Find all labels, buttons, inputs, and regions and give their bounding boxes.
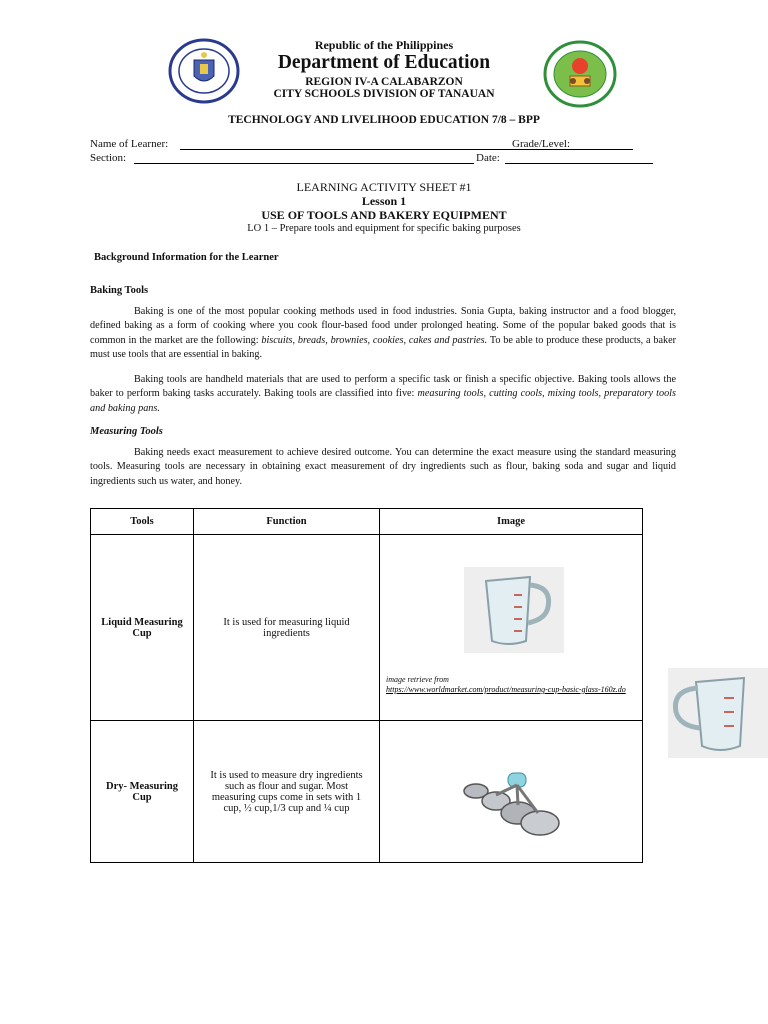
date-blank[interactable] (505, 163, 653, 164)
tool-function: It is used to measure dry ingredients such as flour and sugar. Most measuring cups come in sets with 1 cup, ½ cup,1/3 cup and ¼ cup (194, 721, 380, 863)
baking-tools-heading: Baking Tools (90, 285, 149, 296)
topic-title: USE OF TOOLS AND BAKERY EQUIPMENT (261, 208, 507, 222)
measuring-tools-heading: Measuring Tools (90, 426, 163, 437)
header-tools: Tools (91, 509, 194, 535)
tool-name: Liquid Measuring Cup (91, 535, 194, 721)
image-credit-link[interactable]: https://www.worldmarket.com/product/measuring-cup-basic-glass-160z.do (386, 685, 626, 694)
paragraph-tools (90, 373, 676, 416)
measuring-cup-icon (668, 668, 768, 758)
division-line: CITY SCHOOLS DIVISION OF TANAUAN (273, 88, 495, 100)
tools-table (90, 508, 643, 863)
background-heading: Background Information for the Learner (94, 252, 279, 263)
para3-text: Baking needs exact measurement to achieve desired outcome. You can determine the exact measure using the standard measuring tools. Measuring tools are necessary in obtaining exact measurement of dry ingredients such as flour, baking soda and sugar and liquid ingredients such us water, and honey. (90, 447, 676, 487)
para2-text: Baking tools are handheld materials that are used to perform a specific task or finish a specific objective. Baking tools allows the baker to perform baking tasks accurately. Baking tools are classified into five: (90, 374, 676, 400)
lesson-label: Lesson 1 (361, 194, 407, 208)
paragraph-measuring (90, 446, 676, 489)
header-image: Image (380, 509, 643, 535)
department-title: Department of Education (277, 52, 491, 73)
section-label: Section: (90, 152, 127, 164)
para1-tail: To be able to produce these products, a baker must use tools that are essential in baking. (90, 334, 676, 361)
grade-label: Grade/Level: (512, 138, 571, 150)
learning-objective: LO 1 – Prepare tools and equipment for specific baking purposes (247, 223, 521, 234)
republic-line: Republic of the Philippines (314, 38, 454, 52)
tool-image-cell (380, 721, 643, 863)
image-credit-label: image retrieve from (386, 675, 449, 684)
table-row (91, 535, 643, 721)
tool-name: Dry- Measuring Cup (91, 721, 194, 863)
header-function: Function (194, 509, 380, 535)
tool-function: It is used for measuring liquid ingredients (194, 535, 380, 721)
table-header-row (91, 509, 643, 535)
region-line: REGION IV-A CALABARZON (305, 76, 463, 88)
measuring-cups-set-icon (458, 771, 562, 837)
section-blank[interactable] (134, 163, 474, 164)
grade-blank[interactable] (581, 149, 633, 150)
para2-italic: measuring tools, cutting cools, mixing tools, preparatory tools and baking pans. (90, 388, 676, 414)
measuring-cup-icon (464, 567, 564, 653)
para1-text: Baking is one of the most popular cooking methods used in food industries. Sonia Gupta, baking instructor and a food blogger, defined baking as a form of cooking where you cook flour-based food under prolonged heating. Some of the popular baked goods that is common in the market are the following: (90, 306, 676, 346)
section-row (90, 152, 655, 166)
para1-italic: biscuits, breads, brownies, cookies, cakes and pastries. (261, 334, 488, 346)
sheet-title: LEARNING ACTIVITY SHEET #1 (296, 180, 472, 194)
paragraph-baking (90, 305, 676, 363)
table-row (91, 721, 643, 863)
tool-image-cell (380, 535, 643, 721)
subject-line: TECHNOLOGY AND LIVELIHOOD EDUCATION 7/8 – BPP (228, 114, 540, 126)
name-label: Name of Learner: (90, 138, 169, 150)
name-row (90, 138, 645, 152)
date-label: Date: (476, 152, 500, 164)
